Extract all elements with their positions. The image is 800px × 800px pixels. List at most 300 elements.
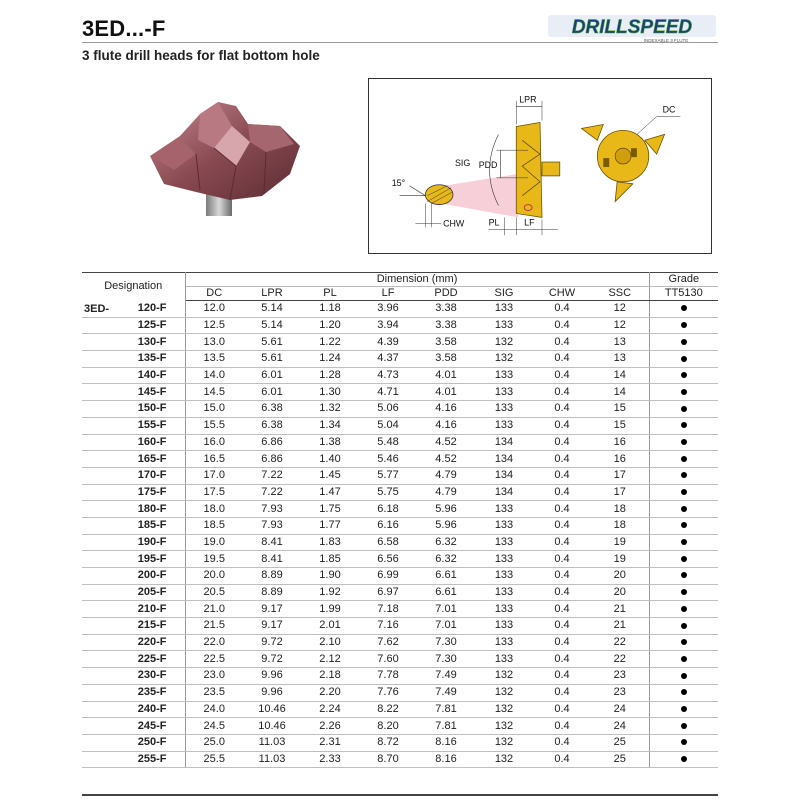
table-row [82, 651, 718, 668]
cell-lf: 5.06 [359, 401, 417, 418]
cell-grade [649, 301, 718, 318]
col-dc: DC [185, 287, 243, 301]
cell-lf: 7.76 [359, 684, 417, 701]
cell-dc: 15.5 [185, 417, 243, 434]
cell-lpr: 7.93 [243, 517, 301, 534]
page-subtitle: 3 flute drill heads for flat bottom hole [82, 48, 320, 63]
table-row [82, 718, 718, 735]
cell-ssc: 23 [591, 684, 649, 701]
cell-lpr: 7.22 [243, 484, 301, 501]
designation-code: 195-F [137, 552, 167, 565]
cell-pdd: 3.38 [417, 301, 475, 318]
availability-dot-icon [681, 723, 687, 729]
cell-pl: 2.10 [301, 634, 359, 651]
cell-grade [649, 351, 718, 368]
cell-ssc: 16 [591, 451, 649, 468]
cell-chw: 0.4 [533, 401, 591, 418]
designation-code: 120-F [137, 302, 167, 315]
cell-ssc: 12 [591, 317, 649, 334]
cell-dc: 24.0 [185, 701, 243, 718]
logo-text: DRILLSPEED [571, 17, 693, 38]
availability-dot-icon [681, 639, 687, 645]
cell-pl: 1.18 [301, 301, 359, 318]
cell-sig: 133 [475, 301, 533, 318]
cell-ssc: 20 [591, 584, 649, 601]
cell-dc: 23.5 [185, 684, 243, 701]
cell-ssc: 18 [591, 501, 649, 518]
col-lf: LF [359, 287, 417, 301]
cell-pdd: 3.38 [417, 317, 475, 334]
cell-lpr: 6.38 [243, 401, 301, 418]
availability-dot-icon [681, 706, 687, 712]
designation-cell [82, 351, 185, 368]
cell-pl: 2.20 [301, 684, 359, 701]
cell-pl: 2.01 [301, 618, 359, 635]
designation-cell [82, 451, 185, 468]
cell-ssc: 22 [591, 651, 649, 668]
logo-tagline: INDEXABLE 3 FLUTE [643, 38, 689, 43]
cell-grade [649, 334, 718, 351]
cell-lpr: 9.17 [243, 601, 301, 618]
cell-lpr: 5.14 [243, 317, 301, 334]
cell-pl: 1.34 [301, 417, 359, 434]
cell-pdd: 6.32 [417, 534, 475, 551]
table-row [82, 467, 718, 484]
designation-code: 150-F [137, 402, 167, 415]
table-row [82, 484, 718, 501]
cell-lf: 8.70 [359, 751, 417, 768]
cell-lpr: 9.72 [243, 651, 301, 668]
cell-lpr: 7.22 [243, 467, 301, 484]
cell-dc: 13.0 [185, 334, 243, 351]
availability-dot-icon [681, 372, 687, 378]
designation-cell [82, 517, 185, 534]
table-row [82, 601, 718, 618]
cell-lf: 8.72 [359, 734, 417, 751]
cell-sig: 133 [475, 417, 533, 434]
cell-pl: 1.77 [301, 517, 359, 534]
designation-code: 140-F [137, 369, 167, 382]
designation-cell [82, 618, 185, 635]
availability-dot-icon [681, 556, 687, 562]
cell-grade [649, 434, 718, 451]
cell-sig: 133 [475, 534, 533, 551]
designation-cell [82, 534, 185, 551]
cell-pl: 1.24 [301, 351, 359, 368]
cell-sig: 134 [475, 484, 533, 501]
col-ssc: SSC [591, 287, 649, 301]
designation-code: 250-F [137, 736, 167, 749]
cell-chw: 0.4 [533, 551, 591, 568]
cell-dc: 19.0 [185, 534, 243, 551]
table-row [82, 317, 718, 334]
angle-label: 15° [391, 177, 406, 188]
cell-dc: 18.0 [185, 501, 243, 518]
cell-grade [649, 517, 718, 534]
cell-ssc: 13 [591, 351, 649, 368]
designation-cell [82, 568, 185, 585]
cell-lf: 4.39 [359, 334, 417, 351]
table-row [82, 634, 718, 651]
designation-code: 210-F [137, 602, 167, 615]
cell-pdd: 5.96 [417, 501, 475, 518]
cell-dc: 12.5 [185, 317, 243, 334]
cell-sig: 132 [475, 668, 533, 685]
cell-pdd: 7.01 [417, 601, 475, 618]
cell-lf: 7.62 [359, 634, 417, 651]
cell-pl: 2.18 [301, 668, 359, 685]
pdd-label: PDD [478, 159, 498, 170]
cell-grade [649, 317, 718, 334]
designation-code: 155-F [137, 419, 167, 432]
cell-lf: 7.18 [359, 601, 417, 618]
cell-chw: 0.4 [533, 568, 591, 585]
designation-cell [82, 718, 185, 735]
cell-chw: 0.4 [533, 701, 591, 718]
col-pdd: PDD [417, 287, 475, 301]
cell-dc: 15.0 [185, 401, 243, 418]
availability-dot-icon [681, 689, 687, 695]
cell-dc: 21.0 [185, 601, 243, 618]
cell-lf: 7.16 [359, 618, 417, 635]
table-row [82, 584, 718, 601]
cell-chw: 0.4 [533, 351, 591, 368]
cell-pl: 1.75 [301, 501, 359, 518]
table-bottom-rule [82, 794, 718, 796]
cell-sig: 133 [475, 317, 533, 334]
availability-dot-icon [681, 472, 687, 478]
cell-grade [649, 534, 718, 551]
designation-code: 220-F [137, 636, 167, 649]
cell-chw: 0.4 [533, 484, 591, 501]
cell-grade [649, 618, 718, 635]
availability-dot-icon [681, 606, 687, 612]
availability-dot-icon [681, 756, 687, 762]
cell-grade [649, 701, 718, 718]
grade-header: Grade [649, 273, 718, 287]
cell-ssc: 15 [591, 401, 649, 418]
table-row [82, 367, 718, 384]
cell-ssc: 22 [591, 634, 649, 651]
dimension-header: Dimension (mm) [185, 273, 649, 287]
cell-ssc: 20 [591, 568, 649, 585]
availability-dot-icon [681, 422, 687, 428]
col-sig: SIG [475, 287, 533, 301]
table-row [82, 734, 718, 751]
designation-header: Designation [82, 273, 185, 301]
cell-ssc: 17 [591, 467, 649, 484]
cell-sig: 133 [475, 651, 533, 668]
cell-sig: 132 [475, 751, 533, 768]
cell-dc: 23.0 [185, 668, 243, 685]
designation-code: 145-F [137, 385, 167, 398]
table-row [82, 351, 718, 368]
chw-label: CHW [443, 218, 465, 229]
designation-cell [82, 668, 185, 685]
spec-table [82, 272, 718, 768]
cell-grade [649, 384, 718, 401]
cell-pl: 2.24 [301, 701, 359, 718]
cell-lf: 6.97 [359, 584, 417, 601]
cell-pl: 1.92 [301, 584, 359, 601]
designation-code: 170-F [137, 469, 167, 482]
technical-diagram [368, 78, 712, 254]
cell-sig: 132 [475, 684, 533, 701]
table-row [82, 701, 718, 718]
cell-grade [649, 684, 718, 701]
table-row [82, 384, 718, 401]
cell-lf: 4.73 [359, 367, 417, 384]
cell-lpr: 6.01 [243, 367, 301, 384]
availability-dot-icon [681, 623, 687, 629]
cell-sig: 132 [475, 718, 533, 735]
designation-cell [82, 317, 185, 334]
cell-dc: 13.5 [185, 351, 243, 368]
cell-ssc: 21 [591, 601, 649, 618]
availability-dot-icon [681, 572, 687, 578]
cell-chw: 0.4 [533, 467, 591, 484]
col-chw: CHW [533, 287, 591, 301]
cell-ssc: 13 [591, 334, 649, 351]
cell-sig: 133 [475, 401, 533, 418]
cell-ssc: 15 [591, 417, 649, 434]
cell-pdd: 4.52 [417, 434, 475, 451]
cell-pl: 1.32 [301, 401, 359, 418]
lpr-label: LPR [519, 94, 537, 105]
designation-cell [82, 734, 185, 751]
cell-chw: 0.4 [533, 634, 591, 651]
cell-dc: 19.5 [185, 551, 243, 568]
cell-sig: 133 [475, 551, 533, 568]
cell-dc: 17.0 [185, 467, 243, 484]
cell-lf: 6.58 [359, 534, 417, 551]
cell-chw: 0.4 [533, 501, 591, 518]
cell-grade [649, 751, 718, 768]
cell-chw: 0.4 [533, 668, 591, 685]
cell-ssc: 21 [591, 618, 649, 635]
cell-ssc: 14 [591, 367, 649, 384]
designation-cell [82, 551, 185, 568]
cell-grade [649, 651, 718, 668]
table-row [82, 451, 718, 468]
designation-cell [82, 367, 185, 384]
cell-lpr: 8.41 [243, 534, 301, 551]
designation-code: 205-F [137, 586, 167, 599]
cell-chw: 0.4 [533, 417, 591, 434]
cell-sig: 132 [475, 351, 533, 368]
cell-pdd: 4.79 [417, 467, 475, 484]
cell-pdd: 7.49 [417, 668, 475, 685]
designation-cell [82, 417, 185, 434]
cell-lpr: 6.86 [243, 451, 301, 468]
table-row [82, 568, 718, 585]
cell-dc: 22.0 [185, 634, 243, 651]
table-row [82, 684, 718, 701]
table-row [82, 417, 718, 434]
designation-cell [82, 651, 185, 668]
table-row [82, 751, 718, 768]
designation-code: 125-F [137, 319, 167, 332]
cell-chw: 0.4 [533, 451, 591, 468]
cell-lf: 8.20 [359, 718, 417, 735]
cell-chw: 0.4 [533, 734, 591, 751]
cell-sig: 134 [475, 451, 533, 468]
cell-pl: 2.31 [301, 734, 359, 751]
cell-grade [649, 417, 718, 434]
page-title: 3ED...-F [82, 16, 166, 41]
cell-pdd: 7.30 [417, 651, 475, 668]
cell-lf: 6.16 [359, 517, 417, 534]
cell-grade [649, 451, 718, 468]
availability-dot-icon [681, 305, 687, 311]
availability-dot-icon [681, 673, 687, 679]
cell-ssc: 23 [591, 668, 649, 685]
cell-grade [649, 584, 718, 601]
cell-lpr: 5.14 [243, 301, 301, 318]
cell-chw: 0.4 [533, 301, 591, 318]
cell-lf: 4.37 [359, 351, 417, 368]
cell-pl: 1.47 [301, 484, 359, 501]
cell-grade [649, 367, 718, 384]
table-row [82, 401, 718, 418]
cell-chw: 0.4 [533, 601, 591, 618]
designation-cell [82, 484, 185, 501]
sig-label: SIG [454, 158, 471, 168]
designation-cell [82, 701, 185, 718]
cell-lf: 4.71 [359, 384, 417, 401]
availability-dot-icon [681, 739, 687, 745]
cell-sig: 132 [475, 701, 533, 718]
cell-sig: 133 [475, 584, 533, 601]
cell-chw: 0.4 [533, 534, 591, 551]
designation-code: 160-F [137, 435, 167, 448]
table-header-row [82, 273, 718, 287]
cell-dc: 25.0 [185, 734, 243, 751]
cell-grade [649, 668, 718, 685]
cell-lf: 6.56 [359, 551, 417, 568]
cell-lf: 8.22 [359, 701, 417, 718]
cell-lpr: 8.89 [243, 584, 301, 601]
cell-lf: 5.77 [359, 467, 417, 484]
cell-sig: 133 [475, 384, 533, 401]
table-row [82, 334, 718, 351]
cell-pl: 1.83 [301, 534, 359, 551]
cell-lf: 6.99 [359, 568, 417, 585]
cell-lpr: 8.89 [243, 568, 301, 585]
cell-lf: 7.78 [359, 668, 417, 685]
cell-pdd: 4.01 [417, 384, 475, 401]
cell-pl: 1.20 [301, 317, 359, 334]
drill-head-image [140, 96, 310, 236]
pl-label: PL [488, 217, 500, 228]
cell-pl: 1.99 [301, 601, 359, 618]
cell-dc: 17.5 [185, 484, 243, 501]
cell-dc: 16.0 [185, 434, 243, 451]
cell-pl: 1.85 [301, 551, 359, 568]
cell-lpr: 5.61 [243, 334, 301, 351]
cell-pl: 1.22 [301, 334, 359, 351]
cell-grade [649, 634, 718, 651]
cell-lpr: 9.17 [243, 618, 301, 635]
cell-lf: 3.96 [359, 301, 417, 318]
cell-ssc: 25 [591, 751, 649, 768]
designation-cell [82, 401, 185, 418]
designation-cell [82, 334, 185, 351]
designation-code: 245-F [137, 719, 167, 732]
cell-chw: 0.4 [533, 384, 591, 401]
designation-code: 180-F [137, 502, 167, 515]
cell-pdd: 3.58 [417, 334, 475, 351]
designation-code: 190-F [137, 535, 167, 548]
cell-sig: 132 [475, 734, 533, 751]
cell-ssc: 19 [591, 551, 649, 568]
cell-ssc: 17 [591, 484, 649, 501]
cell-lf: 7.60 [359, 651, 417, 668]
cell-lpr: 6.38 [243, 417, 301, 434]
cell-dc: 16.5 [185, 451, 243, 468]
designation-code: 240-F [137, 702, 167, 715]
availability-dot-icon [681, 489, 687, 495]
cell-lpr: 10.46 [243, 701, 301, 718]
availability-dot-icon [681, 389, 687, 395]
drillspeed-logo [546, 12, 718, 44]
table-row [82, 668, 718, 685]
designation-cell [82, 467, 185, 484]
cell-chw: 0.4 [533, 584, 591, 601]
designation-cell [82, 301, 185, 318]
cell-pdd: 6.61 [417, 568, 475, 585]
cell-chw: 0.4 [533, 517, 591, 534]
designation-cell [82, 384, 185, 401]
dc-label: DC [662, 104, 676, 115]
cell-lf: 3.94 [359, 317, 417, 334]
cell-lf: 5.46 [359, 451, 417, 468]
cell-pdd: 5.96 [417, 517, 475, 534]
designation-code: 175-F [137, 485, 167, 498]
table-row [82, 618, 718, 635]
cell-lf: 5.04 [359, 417, 417, 434]
cell-grade [649, 718, 718, 735]
cell-dc: 18.5 [185, 517, 243, 534]
cell-ssc: 18 [591, 517, 649, 534]
cell-grade [649, 601, 718, 618]
lf-label: LF [524, 217, 535, 228]
availability-dot-icon [681, 439, 687, 445]
cell-ssc: 14 [591, 384, 649, 401]
table-row [82, 534, 718, 551]
cell-ssc: 12 [591, 301, 649, 318]
cell-chw: 0.4 [533, 751, 591, 768]
cell-lf: 6.18 [359, 501, 417, 518]
designation-cell [82, 601, 185, 618]
cell-ssc: 24 [591, 701, 649, 718]
cell-pdd: 7.49 [417, 684, 475, 701]
availability-dot-icon [681, 356, 687, 362]
cell-pl: 2.33 [301, 751, 359, 768]
cell-pdd: 4.16 [417, 417, 475, 434]
cell-dc: 20.0 [185, 568, 243, 585]
cell-lpr: 6.86 [243, 434, 301, 451]
cell-sig: 133 [475, 601, 533, 618]
cell-chw: 0.4 [533, 367, 591, 384]
cell-pl: 1.28 [301, 367, 359, 384]
cell-lpr: 11.03 [243, 751, 301, 768]
availability-dot-icon [681, 406, 687, 412]
designation-cell [82, 434, 185, 451]
cell-sig: 132 [475, 334, 533, 351]
table-row [82, 434, 718, 451]
designation-cell [82, 634, 185, 651]
